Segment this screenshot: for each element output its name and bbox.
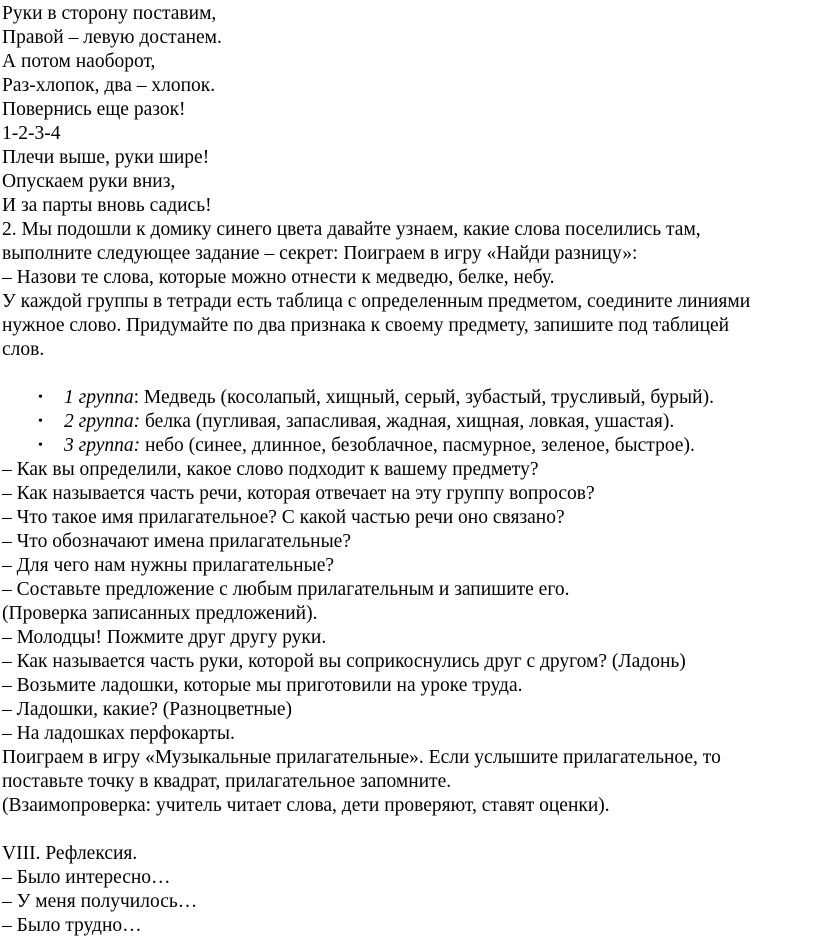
poem-line: 1-2-3-4 <box>2 123 61 144</box>
poem-line: Раз-хлопок, два – хлопок. <box>2 75 216 96</box>
section-heading: VIII. Рефлексия. <box>2 843 138 864</box>
poem-line: Плечи выше, руки шире! <box>2 147 210 168</box>
group-label: 1 группа <box>64 387 134 408</box>
group-text: : Медведь (косолапый, хищный, серый, зубастый, трусливый, бурый). <box>133 387 714 408</box>
bullet-icon: • <box>38 390 43 405</box>
task-line: нужное слово. Придумайте по два признака к своему предмету, запишите под таблицей <box>2 315 730 336</box>
dialogue-line: – Как вы определили, какое слово подходит к вашему предмету? <box>2 459 539 480</box>
group-text: белка (пугливая, запасливая, жадная, хищная, ловкая, ушастая). <box>140 411 675 432</box>
bullet-icon: • <box>38 414 43 429</box>
group-list-item <box>38 410 674 434</box>
task-line: 2. Мы подошли к домику синего цвета давайте узнаем, какие слова поселились там, <box>2 219 701 240</box>
task-line: выполните следующее задание – секрет: Поиграем в игру «Найди разницу»: <box>2 243 638 264</box>
group-text: небо (синее, длинное, безоблачное, пасмурное, зеленое, быстрое). <box>140 435 695 456</box>
dialogue-line: – Молодцы! Пожмите друг другу руки. <box>2 627 327 648</box>
dialogue-line: – Как называется часть речи, которая отвечает на эту группу вопросов? <box>2 483 595 504</box>
reflection-line: – Было интересно… <box>2 867 171 888</box>
dialogue-line: – Что такое имя прилагательное? С какой частью речи оно связано? <box>2 507 565 528</box>
bullet-icon: • <box>38 438 43 453</box>
group-list-item <box>38 434 695 458</box>
task-line: слов. <box>2 339 45 360</box>
dialogue-line: – Что обозначают имена прилагательные? <box>2 531 351 552</box>
dialogue-line: – Для чего нам нужны прилагательные? <box>2 555 335 576</box>
poem-line: Руки в сторону поставим, <box>2 3 217 24</box>
dialogue-line: поставьте точку в квадрат, прилагательное запомните. <box>2 771 452 792</box>
poem-line: И за парты вновь садись! <box>2 195 212 216</box>
dialogue-line: – Возьмите ладошки, которые мы приготовили на уроке труда. <box>2 675 523 696</box>
dialogue-line: (Взаимопроверка: учитель читает слова, дети проверяют, ставят оценки). <box>2 795 610 816</box>
dialogue-line: – Составьте предложение с любым прилагательным и запишите его. <box>2 579 570 600</box>
poem-line: Правой – левую достанем. <box>2 27 222 48</box>
reflection-line: – У меня получилось… <box>2 891 198 912</box>
task-line: – Назови те слова, которые можно отнести к медведю, белке, небу. <box>2 267 555 288</box>
dialogue-line: – На ладошках перфокарты. <box>2 723 235 744</box>
group-label: 3 группа: <box>64 435 141 456</box>
dialogue-line: – Как называется часть руки, которой вы соприкоснулись друг с другом? (Ладонь) <box>2 651 686 672</box>
group-list-item <box>38 386 714 410</box>
dialogue-line: – Ладошки, какие? (Разноцветные) <box>2 699 293 720</box>
dialogue-line: Поиграем в игру «Музыкальные прилагательные». Если услышите прилагательное, то <box>2 747 721 768</box>
poem-line: Повернись еще разок! <box>2 99 186 120</box>
poem-line: А потом наоборот, <box>2 51 156 72</box>
reflection-line: – Было трудно… <box>2 915 142 936</box>
group-label: 2 группа: <box>64 411 141 432</box>
poem-line: Опускаем руки вниз, <box>2 171 176 192</box>
dialogue-line: (Проверка записанных предложений). <box>2 603 318 624</box>
task-line: У каждой группы в тетради есть таблица с определенным предметом, соедините линиями <box>2 291 751 312</box>
